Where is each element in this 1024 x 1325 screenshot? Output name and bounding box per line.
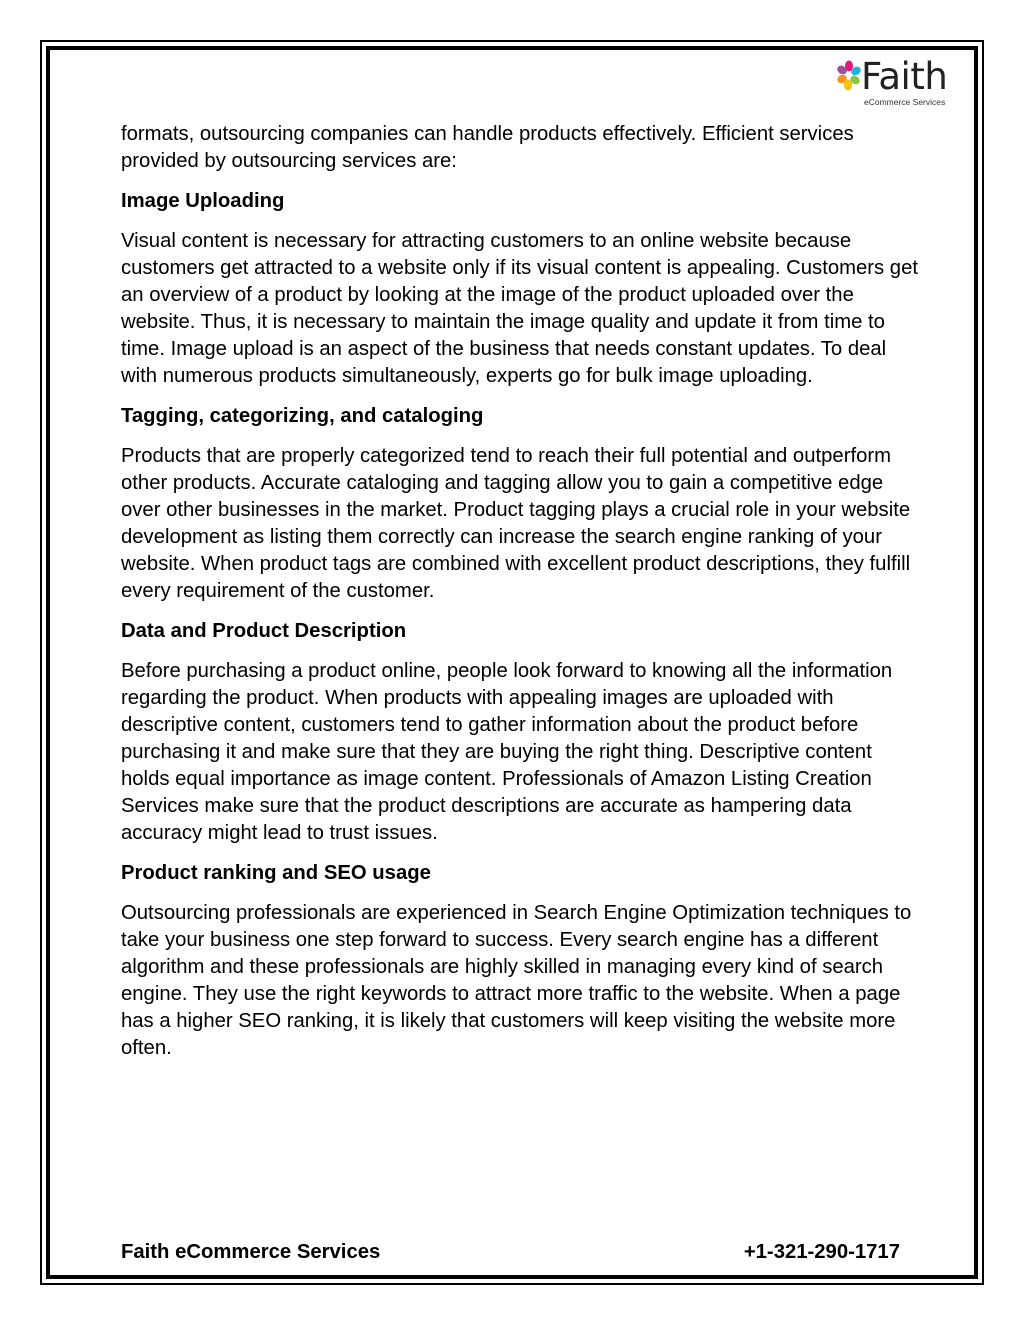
section-heading-product-description: Data and Product Description bbox=[121, 620, 407, 642]
section-text-product-description: Before purchasing a product online, people look forward to knowing all the information regarding the product. When products with appealing images are uploaded with descriptive content, customers tend to gather information about the product before purchasing it and make sure that they are buying the right thing. Descriptive content holds equal importance as image content. Professionals of Amazon Listing Creation Services make sure that the product descriptions are accurate as hampering data accuracy might lead to trust issues. bbox=[121, 660, 893, 844]
document-body bbox=[121, 121, 921, 1062]
flower-icon bbox=[836, 60, 862, 96]
intro-paragraph: formats, outsourcing companies can handle products effectively. Efficient services provided by outsourcing services are: bbox=[121, 123, 854, 172]
section-heading-tagging: Tagging, categorizing, and cataloging bbox=[121, 405, 484, 427]
logo-tagline: eCommerce Services bbox=[864, 97, 946, 107]
page-footer bbox=[121, 1238, 900, 1266]
section-heading-seo: Product ranking and SEO usage bbox=[121, 862, 431, 884]
section-text-tagging: Products that are properly categorized tend to reach their full potential and outperform other products. Accurate cataloging and tagging allow you to gain a competitive edge over other businesses in the market. Product tagging plays a crucial role in your website development as listing them correctly can increase the search engine ranking of your website. When product tags are combined with excellent product descriptions, they fulfill every requirement of the customer. bbox=[121, 445, 911, 602]
faith-logo bbox=[836, 55, 960, 107]
footer-phone-number: +1-321-290-1717 bbox=[743, 1241, 900, 1263]
section-text-image-uploading: Visual content is necessary for attracting customers to an online website because customers get attracted to a website only if its visual content is appealing. Customers get an overview of a product by looking at the image of the product uploaded over the website. Thus, it is necessary to maintain the image quality and update it from time to time. Image upload is an aspect of the business that needs constant updates. To deal with numerous products simultaneously, experts go for bulk image uploading. bbox=[121, 230, 918, 387]
logo-wordmark: Faith bbox=[861, 55, 948, 98]
section-heading-image-uploading: Image Uploading bbox=[121, 190, 285, 212]
section-text-seo: Outsourcing professionals are experienced in Search Engine Optimization techniques to take your business one step forward to success. Every search engine has a different algorithm and these professionals are highly skilled in managing every kind of search engine. They use the right keywords to attract more traffic to the website. When a page has a higher SEO ranking, it is likely that customers will keep visiting the website more often. bbox=[121, 902, 912, 1059]
footer-company-name: Faith eCommerce Services bbox=[121, 1241, 381, 1263]
